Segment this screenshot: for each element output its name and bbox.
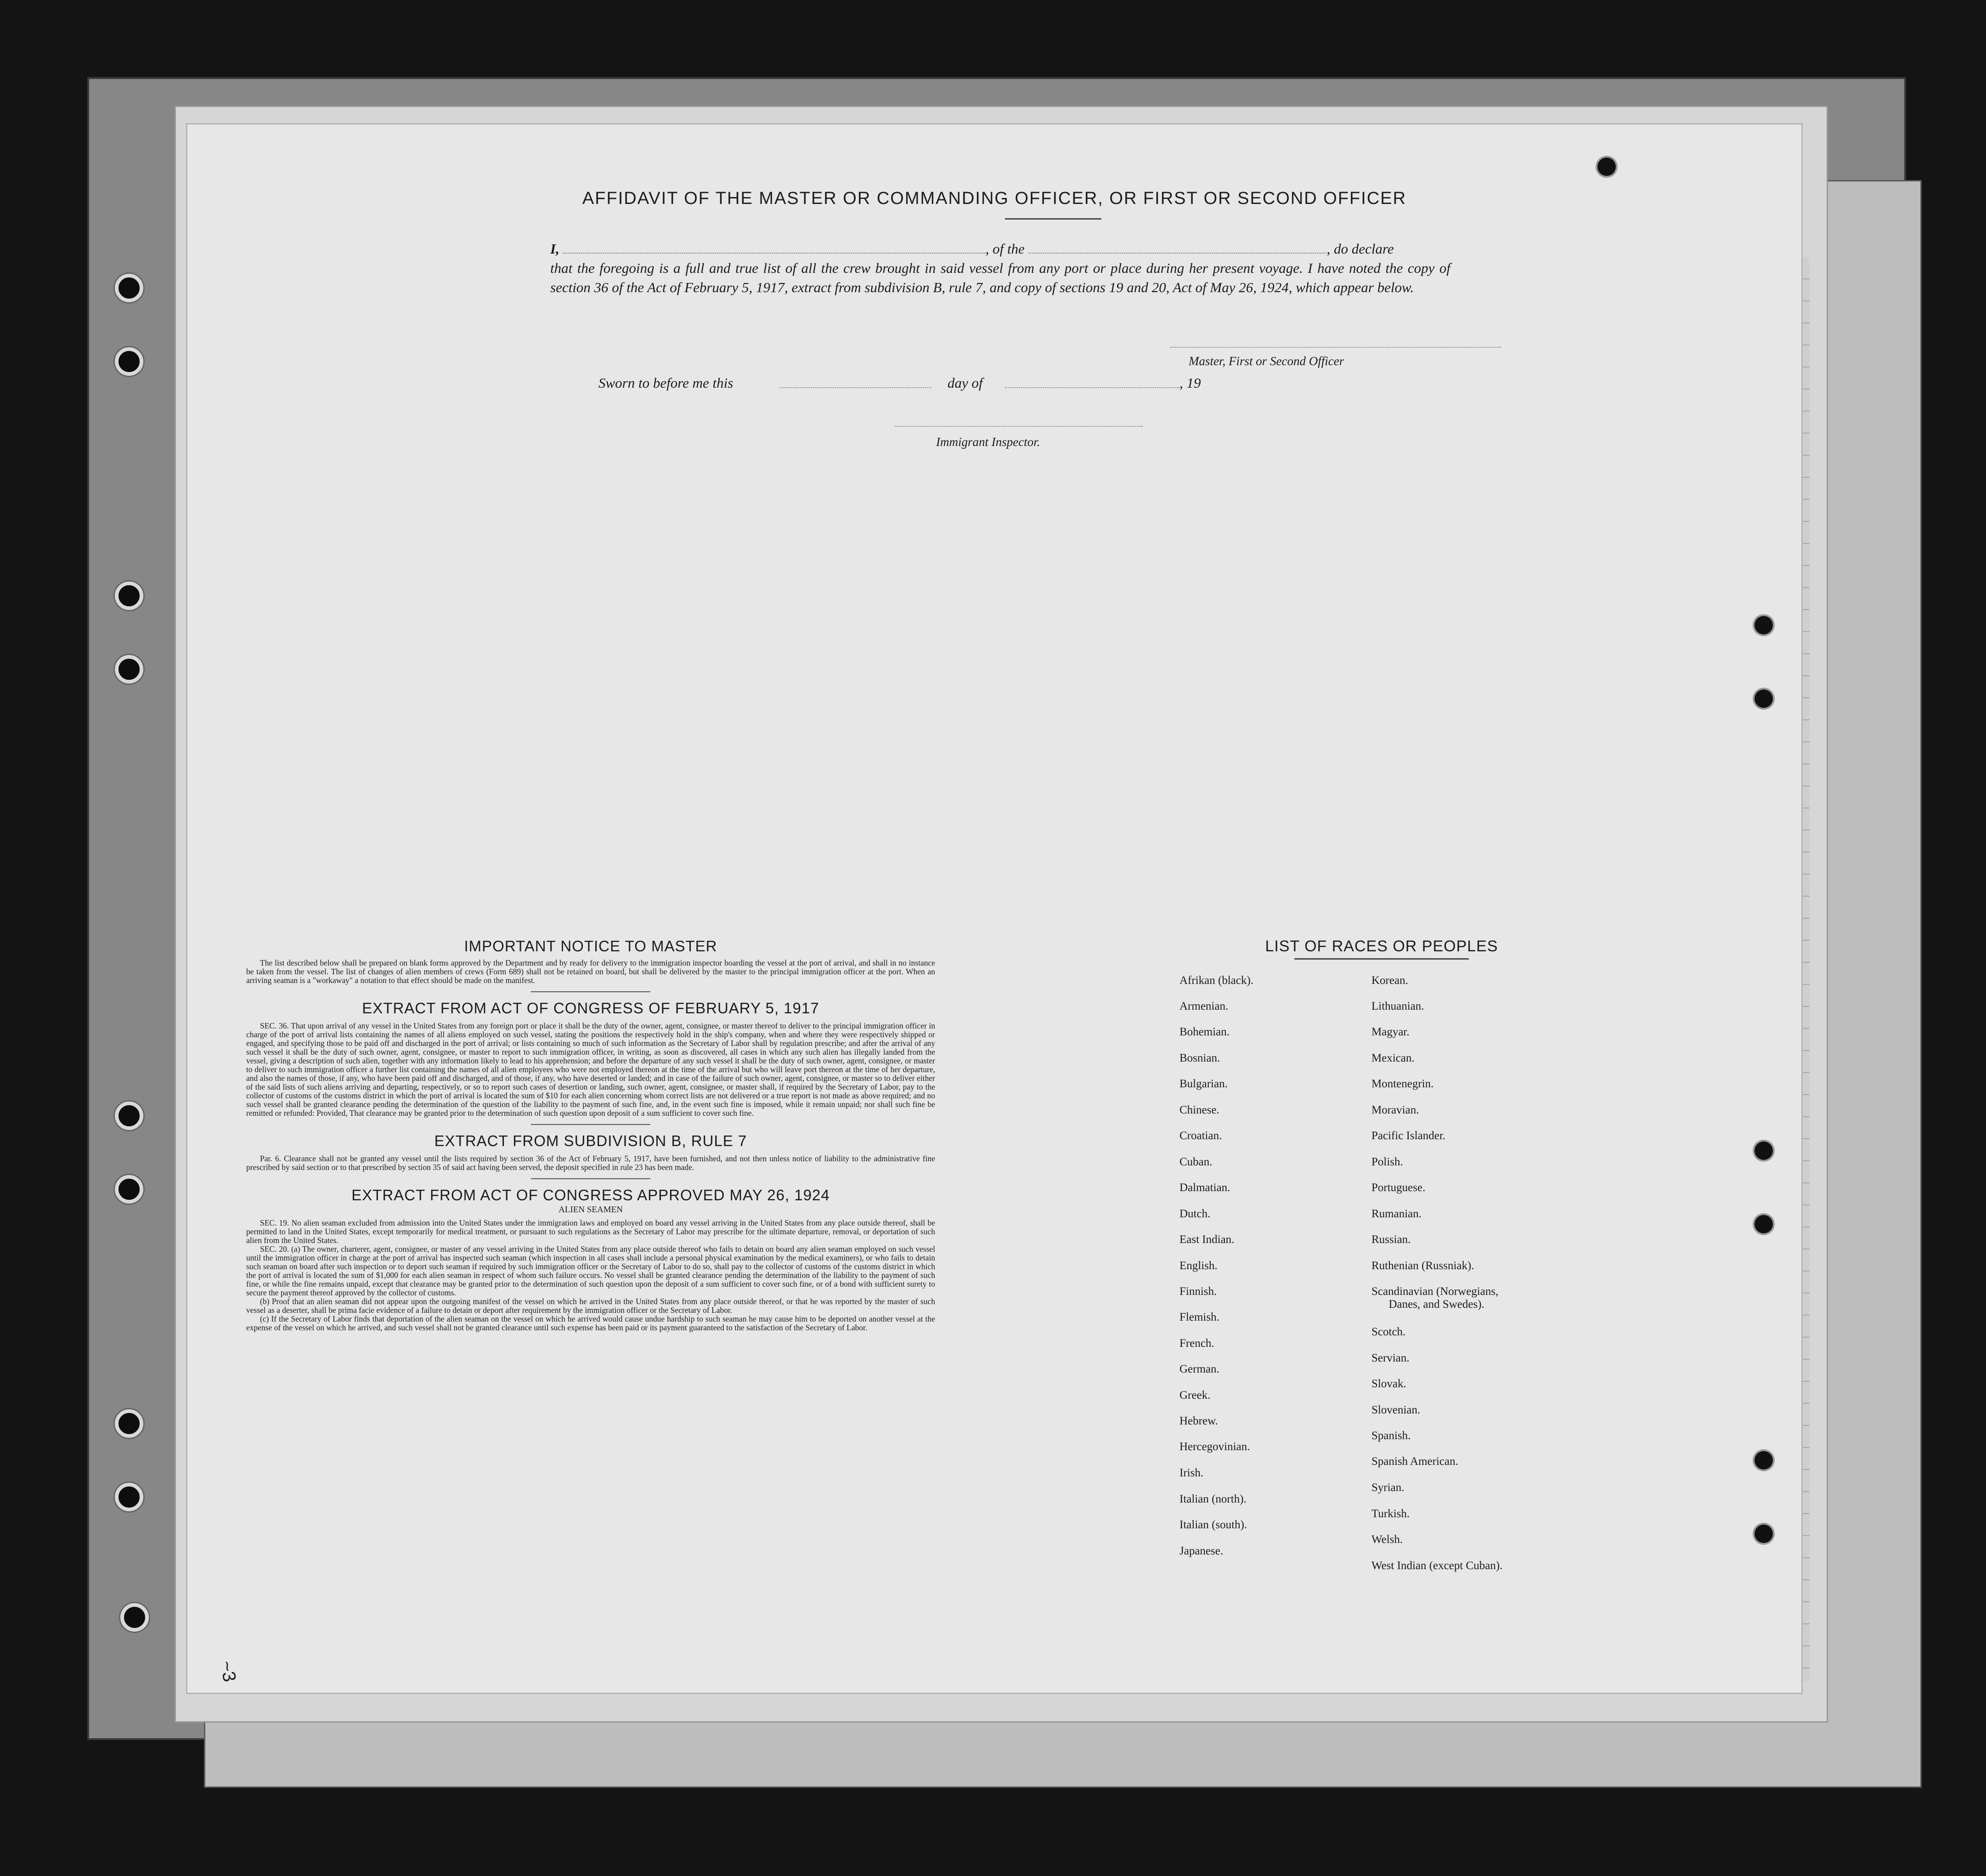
binder-hole [115, 1175, 143, 1204]
master-signature-line[interactable] [1170, 347, 1501, 348]
race-item-left: German. [1179, 1363, 1219, 1375]
declaration [550, 239, 1450, 297]
declaration-i: I, [550, 241, 559, 257]
race-item-left: French. [1179, 1337, 1214, 1350]
races-title-underline [1294, 958, 1469, 960]
declaration-body: that the foregoing is a full and true list of all the crew brought in said vessel from any port or place during her present voyage. I have noted the copy of section 36 of the Act of February 5, 1917, extract from subdivision B, rule 7, and copy of sections 19 and 20, Act of May 26, 1924, which appear below. [550, 260, 1450, 295]
inspector-label: Immigrant Inspector. [936, 435, 1040, 449]
race-item-left: Hercegovinian. [1179, 1441, 1250, 1453]
binder-hole [115, 347, 143, 376]
race-item-left: Irish. [1179, 1467, 1204, 1479]
punch-hole [1755, 689, 1773, 708]
race-item-right: Magyar. [1371, 1026, 1410, 1038]
sec19-text: SEC. 19. No alien seaman excluded from admission into the United States under the immigration laws and employed on board any vessel arriving in the United States from any place outside thereof, shall be permitted to land in the United States, except temporarily for medical treatment, or pursuant to such regulations as the Secretary of Labor may prescribe for the ultimate departure, removal, or deportation of such alien from the United States. [246, 1218, 935, 1245]
separator [531, 1124, 650, 1125]
name-blank[interactable] [563, 253, 986, 254]
binder-hole [115, 274, 143, 302]
margin-mark: ~3 [216, 1659, 240, 1684]
race-item-right: Servian. [1371, 1352, 1410, 1364]
race-item-left: Finnish. [1179, 1285, 1217, 1298]
race-item-left: Bohemian. [1179, 1026, 1230, 1038]
affidavit-page [186, 123, 1803, 1694]
binder-hole [115, 1483, 143, 1511]
punch-hole [1755, 1215, 1773, 1233]
title-underline [1005, 218, 1101, 220]
binder-hole [120, 1603, 149, 1632]
race-item-right: Scandinavian (Norwegians, Danes, and Swedes). [1371, 1285, 1499, 1311]
race-item-left: Japanese. [1179, 1545, 1224, 1557]
race-item-right: Mexican. [1371, 1052, 1415, 1064]
notice-column [246, 938, 935, 1332]
race-item-right: Polish. [1371, 1156, 1403, 1168]
binder-hole [115, 1409, 143, 1438]
race-item-right: Slovak. [1371, 1378, 1406, 1390]
do-declare-label: , do declare [1326, 241, 1394, 257]
notice-text: The list described below shall be prepared on blank forms approved by the Department and by ready for delivery to the immigration inspector boarding the vessel at the port of arrival, and shall in no instance be taken from the vessel. The list of changes of alien members of crews (Form 689) shall not be retained on board, but shall be delivered by the master to the principal immigration officer at the port. When an arriving seaman is a "workaway" a notation to that effect should be made on the manifest. [246, 958, 935, 985]
race-item-right: Scotch. [1371, 1326, 1406, 1338]
race-item-right: Syrian. [1371, 1481, 1405, 1494]
punch-hole [1755, 1525, 1773, 1543]
sworn-label: Sworn to before me this [598, 375, 733, 391]
binder-hole [115, 582, 143, 610]
separator [531, 991, 650, 992]
extract-1924-subtitle: ALIEN SEAMEN [559, 1205, 623, 1215]
race-item-left: Armenian. [1179, 1000, 1229, 1012]
race-item-left: Bosnian. [1179, 1052, 1220, 1064]
race-item-left: Croatian. [1179, 1130, 1222, 1142]
extract-1917-title: EXTRACT FROM ACT OF CONGRESS OF FEBRUARY 5, 1917 [362, 1000, 819, 1017]
race-item-right: Spanish American. [1371, 1455, 1458, 1468]
race-item-right: Lithuanian. [1371, 1000, 1424, 1012]
notice-title: IMPORTANT NOTICE TO MASTER [464, 938, 717, 955]
separator [531, 1178, 650, 1179]
race-item-left: Cuban. [1179, 1156, 1213, 1168]
binder-hole [115, 1102, 143, 1130]
race-item-right: Portuguese. [1371, 1181, 1426, 1194]
punch-hole [1755, 616, 1773, 634]
punch-hole [1755, 1141, 1773, 1160]
extract-1917-text: SEC. 36. That upon arrival of any vessel in the United States from any foreign port or place it shall be the duty of the owner, agent, consignee, or master thereof to deliver to the principal immigration officer in charge of the port of arrival lists containing the names of all aliens employed on such vessel, stating the positions the respectively hold in the ship's company, when and where they were respectively shipped or engaged, and specifying those to be paid off and discharged in the port of arrival; or lists containing so much of such information as the Secretary of Labor shall by regulation prescribe; and after the arrival of any such vessel it shall be the duty of such owner, agent, consignee, or master to report to such immigration officer, in writing, as soon as discovered, all cases in which any such alien has illegally landed from the vessel, giving a description of such alien, together with any information likely to lead to his apprehension; and before the departure of any such vessel it shall be the duty of such owner, agent, consignee, or master to deliver to such immigration officer a further list containing the names of all alien employees who were not employed thereon at the time of the arrival but who will leave port thereon at the time of her departure, and also the names of those, if any, who have been paid off and discharged, and of those, if any, who have deserted or landed; and in case of the failure of such owner, agent, consignee, or master so to deliver either of the said lists of such aliens arriving and departing, respectively, or so to report such cases of desertion or landing, such owner, agent, consignee, or master shall, if required by the Secretary of Labor, pay to the collector of customs of the customs district in which the port of arrival is located the sum of $10 for each alien concerning whom correct lists are not delivered or a true report is not made as above required; and no such vessel shall be granted clearance pending the determination of the question of the liability to the payment of such fine, and, in the event such fine is imposed, while it remain unpaid; nor shall such fine be remitted or refunded: Provided, That clearance may be granted prior to the determination of such question upon deposit of a sum sufficient to cover such fine. [246, 1021, 935, 1118]
race-item-right: Rumanian. [1371, 1208, 1422, 1220]
race-item-left: Italian (north). [1179, 1493, 1247, 1505]
extract-rule7-text: Par. 6. Clearance shall not be granted any vessel until the lists required by section 36 of the Act of February 5, 1917, have been furnished, and not then unless notice of liability to the administrative fine prescribed by said section or to that prescribed by section 35 of said act having been served, the deposit specified in rule 23 has been made. [246, 1154, 935, 1172]
master-label: Master, First or Second Officer [1189, 354, 1344, 368]
binder-hole [115, 655, 143, 684]
of-the-label: , of the [985, 241, 1025, 257]
punch-hole [1755, 1451, 1773, 1469]
race-item-left: Hebrew. [1179, 1415, 1218, 1427]
race-item-right: Russian. [1371, 1233, 1411, 1246]
race-item-right: Montenegrin. [1371, 1078, 1434, 1090]
race-item-right: Korean. [1371, 974, 1408, 987]
sec20a-text: SEC. 20. (a) The owner, charterer, agent, consignee, or master of any vessel arriving in the United States from any place outside thereof who fails to detain on board any alien seaman employed on such vessel until the immigration officer in charge at the port of arrival has inspected such seaman (which inspection in all cases shall include a personal physical examination by the medical examiners), or who fails to detain such seaman on board after such inspection or to deport such seaman if required by such immigration officer or the Secretary of Labor to do so, shall pay to the collector of customs of the customs district in which the port of arrival is located the sum of $1,000 for each alien seaman in respect of whom such failure occurs. No vessel shall be granted clearance pending the determination of the liability to the payment of such fine, or while the fine remains unpaid, except that clearance may be granted prior to the determination of such question upon the deposit of a sum sufficient to cover such fine, or of a bond with sufficient surety to secure the payment thereof approved by the collector of customs. [246, 1244, 935, 1297]
race-item-right: Spanish. [1371, 1430, 1411, 1442]
races-section [1175, 938, 1588, 971]
day-of-label: day of [948, 375, 983, 391]
extract-rule7-title: EXTRACT FROM SUBDIVISION B, RULE 7 [434, 1132, 747, 1149]
races-title: LIST OF RACES OR PEOPLES [1265, 938, 1498, 955]
sec20b-text: (b) Proof that an alien seaman did not appear upon the outgoing manifest of the vessel on which he arrived in the United States from any place outside thereof, or that he was reported by the master of such vessel as a deserter, shall be prima facie evidence of a failure to detain or deport after requirement by the immigration officer or the Secretary of Labor. [246, 1297, 935, 1315]
race-item-left: Bulgarian. [1179, 1078, 1228, 1090]
race-item-right: Slovenian. [1371, 1404, 1421, 1416]
punch-hole [1597, 158, 1616, 176]
race-item-left: English. [1179, 1260, 1218, 1272]
inspector-signature-line[interactable] [895, 426, 1143, 427]
affidavit-title: AFFIDAVIT OF THE MASTER OR COMMANDING OFFICER, OR FIRST OR SECOND OFFICER [582, 189, 1407, 208]
race-item-right: Welsh. [1371, 1533, 1403, 1546]
sec20c-text: (c) If the Secretary of Labor finds that deportation of the alien seaman on the vessel on which he arrived would cause undue hardship to such seaman he may cause him to be deported on another vessel at the expense of the vessel on which he arrived, and such vessel shall not be granted clearance until such expense has been paid or its payment guaranteed to the satisfaction of the Secretary of Labor. [246, 1314, 935, 1332]
race-item-left: Greek. [1179, 1389, 1211, 1401]
race-item-right: Moravian. [1371, 1104, 1419, 1116]
race-item-left: Dutch. [1179, 1208, 1211, 1220]
sworn-day-blank[interactable] [780, 387, 931, 388]
race-item-right: Ruthenian (Russniak). [1371, 1260, 1474, 1272]
race-item-left: Dalmatian. [1179, 1181, 1230, 1194]
sworn-month-blank[interactable] [1005, 387, 1179, 388]
vessel-blank[interactable] [1028, 253, 1327, 254]
race-item-right: West Indian (except Cuban). [1371, 1560, 1503, 1572]
extract-1924-title: EXTRACT FROM ACT OF CONGRESS APPROVED MAY 26, 1924 [351, 1187, 830, 1204]
race-item-left: Afrikan (black). [1179, 974, 1254, 987]
race-item-right: Turkish. [1371, 1508, 1410, 1520]
race-item-left: Italian (south). [1179, 1519, 1247, 1531]
race-item-left: East Indian. [1179, 1233, 1235, 1246]
race-item-left: Flemish. [1179, 1311, 1219, 1323]
race-item-right: Pacific Islander. [1371, 1130, 1446, 1142]
year-label: , 19 [1179, 375, 1201, 391]
race-item-left: Chinese. [1179, 1104, 1219, 1116]
